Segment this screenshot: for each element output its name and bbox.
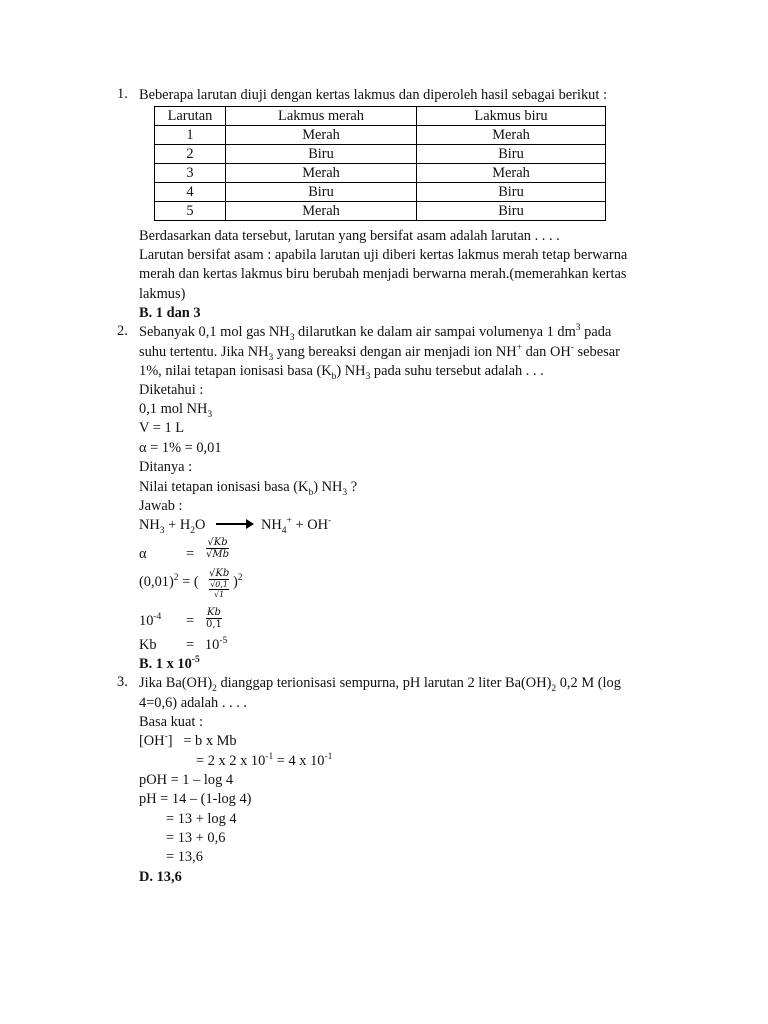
header-larutan: Larutan	[155, 107, 226, 126]
table-row	[155, 202, 606, 221]
formula-alpha-symbol: α	[139, 546, 147, 562]
q2-known-volume: V = 1 L	[139, 420, 185, 436]
q2-asked-label: Ditanya :	[139, 459, 193, 475]
table-row	[155, 183, 606, 202]
alpha-value: = 1% = 0,01	[150, 440, 222, 456]
q3-number: 3.	[117, 674, 128, 690]
alpha-symbol: α	[139, 440, 147, 456]
cell-biru: Biru	[417, 183, 606, 202]
formula-square-fraction	[209, 568, 229, 599]
fraction-denominator: √1	[214, 590, 225, 599]
reaction-products: $NH_4^+ + OH^-$	[261, 516, 332, 536]
kb-result: = $10^{-5}$	[186, 636, 228, 653]
formula-ten-power: $10^{-4}$	[139, 612, 162, 629]
formula-equals: =	[186, 613, 195, 629]
kb-label: Kb	[139, 637, 157, 653]
q2-known-moles: 0,1 mol $NH_3$	[139, 401, 213, 420]
q2-question-line-2: suhu tertentu. Jika $NH_3$ yang bereaksi dengan air menjadi ion NH+ dan OH- sebesar	[139, 343, 620, 363]
fraction-numerator: Kb	[207, 607, 221, 618]
cell-larutan: 3	[155, 164, 226, 183]
header-lakmus-biru: Lakmus biru	[417, 107, 606, 126]
q2-answer-label: Jawab :	[139, 498, 183, 514]
fraction-denominator: 0,1	[206, 619, 222, 630]
q1-answer: B. 1 dan 3	[139, 305, 201, 321]
q2-known-alpha	[139, 439, 222, 457]
q2-question-line-3: 1%, nilai tetapan ionisasi basa $(K_b)$ $NH_3$ pada suhu tersebut adalah . . .	[139, 363, 544, 382]
q1-number: 1.	[117, 86, 128, 102]
q1-explanation-3: lakmus)	[139, 286, 186, 302]
q2-question-line-1: Sebanyak 0,1 mol gas $NH_3$ dilarutkan ke dalam air sampai volumenya 1 $dm^3$ pada	[139, 323, 612, 343]
cell-larutan: 4	[155, 183, 226, 202]
q3-oh-1: [OH-] = b x Mb	[139, 732, 237, 749]
q1-question: Beberapa larutan diuji dengan kertas lakmus dan diperoleh hasil sebagai berikut :	[139, 87, 607, 103]
cell-larutan: 5	[155, 202, 226, 221]
cell-merah: Biru	[226, 183, 417, 202]
q3-oh-2: = 2 x 2 x $10^{-1} = 4$ x $10^{-1}$	[196, 752, 333, 769]
q3-answer: D. 13,6	[139, 869, 182, 885]
formula-equals: =	[186, 546, 195, 562]
q2-number: 2.	[117, 323, 128, 339]
cell-larutan: 1	[155, 126, 226, 145]
q3-ph-2: = 13 + log 4	[166, 811, 237, 827]
cell-merah: Merah	[226, 164, 417, 183]
cell-biru: Biru	[417, 202, 606, 221]
q1-prompt: Berdasarkan data tersebut, larutan yang bersifat asam adalah larutan . . . .	[139, 228, 560, 244]
header-lakmus-merah: Lakmus merah	[226, 107, 417, 126]
table-header-row	[155, 107, 606, 126]
q3-strong-base: Basa kuat :	[139, 714, 203, 730]
fraction-numerator: √Kb	[209, 568, 230, 579]
cell-merah: Merah	[226, 126, 417, 145]
fraction-denominator: √0,1	[210, 580, 229, 589]
cell-biru: Biru	[417, 145, 606, 164]
table-row	[155, 126, 606, 145]
table-row	[155, 145, 606, 164]
q2-answer: B. 1 x $10^{-5}$	[139, 655, 200, 672]
formula-square-right: )$^2$	[233, 573, 243, 590]
q2-known-label: Diketahui :	[139, 382, 204, 398]
q3-question-line-2: 4=0,6) adalah . . . .	[139, 695, 248, 711]
cell-larutan: 2	[155, 145, 226, 164]
formula-square-left: $(0,01)^2$ = (	[139, 573, 199, 590]
fraction-denominator: √Mb	[206, 549, 230, 560]
q1-explanation-2: merah dan kertas lakmus biru berubah menjadi berwarna merah.(memerahkan kertas	[139, 266, 627, 282]
fraction-numerator: √Kb	[207, 537, 228, 548]
q2-answer-text: B. 1 x 10	[139, 656, 192, 672]
q1-explanation-1: Larutan bersifat asam : apabila larutan uji diberi kertas lakmus merah tetap berwarna	[139, 247, 628, 263]
q3-ph-3: = 13 + 0,6	[166, 830, 226, 846]
litmus-table	[154, 106, 606, 221]
reaction-reactants: $NH_3 + H_2O$	[139, 517, 206, 536]
reaction-arrow-icon	[216, 523, 252, 525]
cell-merah: Biru	[226, 145, 417, 164]
cell-merah: Merah	[226, 202, 417, 221]
cell-biru: Merah	[417, 164, 606, 183]
q2-asked: Nilai tetapan ionisasi basa $(K_b)$ $NH_3$ ?	[139, 479, 358, 498]
q3-poh: pOH = 1 – log 4	[139, 772, 234, 788]
q3-ph-4: = 13,6	[166, 849, 203, 865]
formula-kb-fraction	[206, 607, 222, 630]
table-row	[155, 164, 606, 183]
q3-ph-1: pH = 14 – (1-log 4)	[139, 791, 252, 807]
formula-alpha-fraction	[206, 537, 229, 560]
q3-question-line-1: Jika $Ba(OH)_2$ dianggap terionisasi sempurna, pH larutan 2 liter $Ba(OH)_2$ 0,2 M (log	[139, 675, 621, 694]
cell-biru: Merah	[417, 126, 606, 145]
